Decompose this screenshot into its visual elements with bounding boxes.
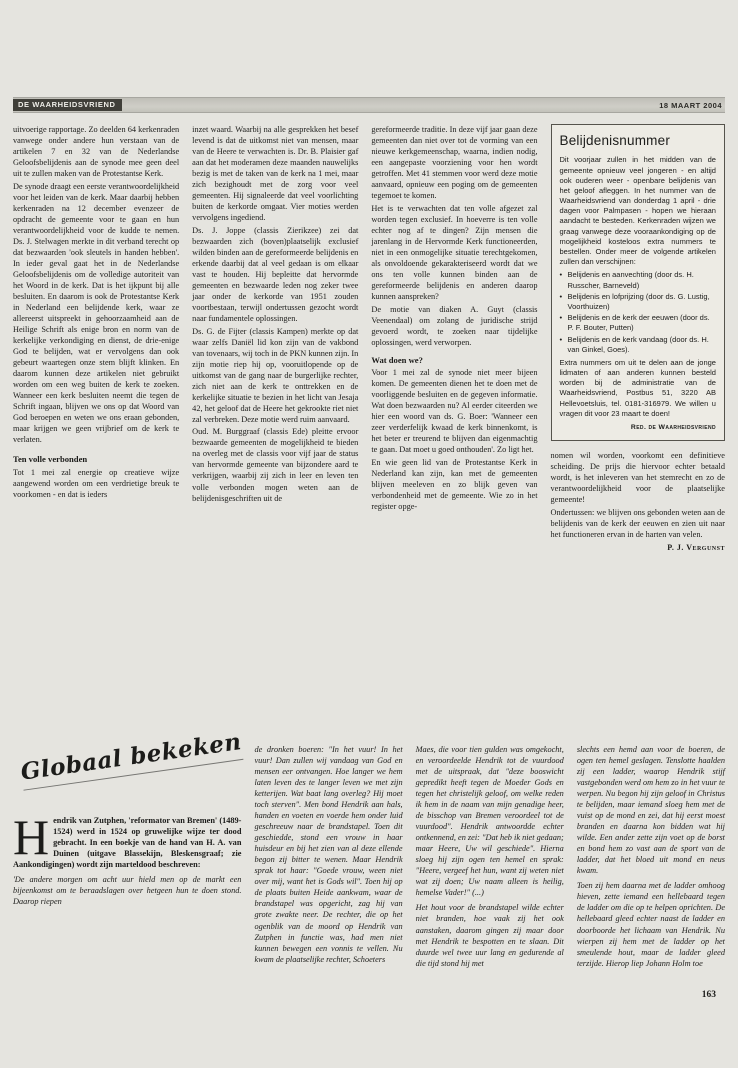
article-column-3	[371, 124, 537, 554]
article-column-2	[192, 124, 358, 554]
feature-paragraph: endrik van Zutphen, 'reformator van Bremen' (1489-1524) werd in 1524 op gruwelijke wijze ter dood gebracht. In een boekje van de hand van H. A. van Duinen (uitgave Blassekijn, Bleskensgraaf; zie Aankondigingen) wordt zijn marteldood beschreven:	[13, 815, 242, 869]
feature-column-3	[416, 744, 564, 969]
paragraph: En wie geen lid van de Protestantse Kerk in Nederland kan zijn, kan met de gemeenten blijven meeleven en zo blijk geven van verbondenheid met de gemeente. Wie zo in het register opge-	[371, 457, 538, 511]
sidebar-bullet: • Belijdenis en de kerk vandaag (door ds. H. van Ginkel, Goes).	[560, 335, 716, 355]
main-article	[13, 124, 725, 554]
feature-column-1	[13, 728, 244, 969]
issue-date: 18 MAART 2004	[659, 100, 722, 110]
paragraph: Het is te verwachten dat ten volle afgezet zal worden tegen exclusief. In hoeverre is ten volle echter nog af te dingen? Zijn mensen die jarenlang in de Hervormde Kerk functioneerden, niet in een onmogelijke situatie terechtgekomen, als onvoldoende gekarakteriseerd wordt dat we ons ten volle kunnen binden aan de gereformeerde belijdenis en anderen daarop kunnen aanspreken?	[371, 203, 538, 301]
sidebar-bullet: • Belijdenis en lofprijzing (door ds. G. Lustig, Voorthuizen)	[560, 292, 716, 312]
paragraph: Ds. G. de Fijter (classis Kampen) merkte op dat waar zelfs Daniël lid kon zijn van de vakbond van tovenaars, wij toch in de PKN kunnen zijn. In zijn motie riep hij op, vooruitlopende op de uitkomst van de gang naar de burgerlijke rechter, zich niet aan de kerk te onttrekken en de kerkelijke situatie te bezien in het licht van Jesaja 42, het geloof dat de Heere het gekrookte riet niet zal verbreken. Deze motie werd ruim aanvaard.	[192, 326, 359, 424]
author-signature: P. J. Vergunst	[667, 543, 725, 553]
paragraph: Voor 1 mei zal de synode niet meer bijeen komen. De gemeenten dienen het te doen met de voorliggende besluiten en de gegeven informatie. Wat doen bezwaarden nu? Al eerder citeerden we hier een woord van ds. G. Boer: 'Wanneer een zeer verderfelijk kwaad de kerk binnenkomt, is het beter er treurend te blijven dan eigenmachtig te gaan. Dat moet u goed onthouden'. Zo ligt het.	[371, 368, 538, 455]
paragraph: Tot 1 mei zal energie op creatieve wijze aangewend worden om een verdrietige breuk te voorkomen - en dat is ieders	[13, 467, 180, 499]
article-column-4	[551, 124, 725, 554]
paragraph: Ondertussen: we blijven ons gebonden weten aan de belijdenis van de kerk der eeuwen en zien uit naar het functioneren ervan in de harten van velen.	[550, 507, 725, 539]
feature-title: Globaal bekeken	[19, 727, 244, 790]
sidebar-bullet: • Belijdenis en aanvechting (door ds. H. Russcher, Barneveld)	[560, 270, 716, 290]
feature-column-4	[577, 744, 725, 969]
sidebar-title: Belijdenisnummer	[559, 133, 671, 148]
drop-cap: H	[13, 808, 50, 865]
page-number: 163	[701, 990, 716, 1000]
feature-column-2	[254, 744, 402, 969]
sidebar-signature: Red. de Waarheidsvriend	[630, 424, 716, 432]
sidebar-intro: Dit voorjaar zullen in het midden van de gemeente opnieuw veel jongeren - en altijd ook ouderen weer - openbare belijdenis van het geloof afleggen. In het nummer van de Waarheidsvriend van donderdag 1 april - drie dagen voor Palmpasen - hopen we hieraan aandacht te besteden. Kerkenraden wijzen we graag vanwege deze vooraankondiging op de mogelijkheid kosteloos extra nummers te bestellen. Onder meer de volgende artikelen zullen dan verschijnen:	[559, 155, 716, 267]
sidebar-bullet-list	[560, 270, 716, 355]
paragraph: De motie van diaken A. Guyt (classis Veenendaal) om zolang de juridische strijd gevoerd wordt, te zoeken naar tijdelijke oplossingen, werd verworpen.	[371, 304, 538, 347]
paragraph: uitvoerige rapportage. Zo deelden 64 kerkenraden vanwege onder andere hun verstaan van de artikelen 7 en 32 van de Nederlandse Geloofsbelijdenis aan de synode mee geen deel uit te zullen maken van de Protestantse Kerk.	[13, 125, 180, 179]
paragraph: Oud. M. Burggraaf (classis Ede) pleitte ervoor bezwaarde gemeenten de mogelijkheid te bieden na overleg met de classis voor vijf jaar de status van hervormde gemeente van bijzondere aard te verkrijgen, waarbij zij zich in leer en leven ten volle verbonden mogen weten aan de belijdenisgeschriften uit de	[192, 427, 359, 503]
header-bar	[13, 97, 725, 113]
feature-paragraph: slechts een hemd aan voor de boeren, de ogen ten hemel geslagen. Tenslotte haalden zij een ladder, waarop Hendrik stijf vastgebonden werd om hem zo in het vuur te werpen. Nu begon hij zijn geloof in Christus te belijden, maar iemand sloeg hem met de vuist op de mond en zei, dat hij eerst moest branden en daarna kon bidden wat hij wilde. Een ander zette zijn voet op de borst en bond hem zo vast aan de sport van de ladder, dat het bloed uit mond en neus kwam.	[576, 745, 725, 876]
paragraph: nomen wil worden, voorkomt een definitieve scheiding. De prijs die hiervoor echter betaald wordt, is het inleveren van het stemrecht en zo de verantwoordelijkheid voor de plaatselijke gemeente!	[550, 451, 725, 505]
section-heading-ten-volle-verbonden: Ten volle verbonden	[13, 454, 88, 465]
paragraph: Ds. J. Joppe (classis Zierikzee) zei dat bezwaarden zich (boven)plaatselijk exclusief wilden binden aan de gereformeerde belijdenis en erkende daarbij dat al veel gedaan is om elkaar vast te houden. Hij bepleitte dat hervormde gemeenten en bezwaarde leden nog zeker twee jaar onder de kerkorde van 1951 zouden voortbestaan, terwijl ondertussen gezocht wordt naar fundamentele oplossingen.	[192, 225, 359, 324]
feature-paragraph: Het hout voor de brandstapel wilde echter niet branden, hoe vaak zij het ook aanstaken, daarom gingen zij maar door met Hendrik te bespotten en te slaan. Dit duurde wel twee uur lang en gedurende al die tijd stond hij met	[415, 903, 564, 968]
paragraph: De synode draagt een eerste verantwoordelijkheid voor het leiden van de kerk. Maar daarbij hebben kerkenraden na 12 december evenzeer de opdracht de gemeente voor te gaan en hun verantwoordelijkheid voor de kudde te nemen. Ds. J. Stelwagen merkte in dit verband terecht op dat bezwaarden 'ook sleutels in handen hebben'. In ieder geval gaat het in de Nederlandse Geloofsbelijdenis om de volledige autoriteit van het Woord in de kerk. Dat is het ijkpunt bij alle besluiten. En daarom is ook de Protestantse Kerk in Nederland een belijdende kerk, waar ze allereerst uitspreekt in gehoorzaamheid aan de Heilige Schrift als enige bron en norm van de kerkelijke verkondiging en dienst, de drie-enige God te belijden, wat er vervolgens dan ook gebeurt waartegen onze stem blijft klinken. En daarom kunnen deze artikelen niet gebruikt worden om een weg buiten de kerk te zoeken. Wanneer een kerk besluiten neemt die tegen de Schrift ingaan, blijven we ons op dat Woord van God beroepen en weten we ons eraan gebonden, maar krijgen we geen vrijbrief om de kerk te verlaten.	[13, 181, 180, 445]
sidebar-bullet: • Belijdenis en de kerk der eeuwen (door ds. P. F. Bouter, Putten)	[560, 313, 716, 333]
feature-paragraph: de dronken boeren: "In het vuur! In het vuur! Dan zullen wij vandaag van God en mensen eer ontvangen. Hoe langer we hem laten leven des te langer leven we met zijn ketterijen. Wat baat lang overleg? Hij moet toch sterven". Men bond Hendrik aan hals, handen en voeten en voerde hem onder luid geschreeuw naar de brandstapel. Toen dit geschiedde, stond een vrouw in haar huisdeur en bij het zien van al deze ellende begon zij bitter te wenen. Maar Hendrik sprak tot haar: "Goede vrouw, ween niet over mij, want het is Gods wil". Toen hij op de plaats buiten Heide aankwam, waar de brandstapel was opgericht, zag hij van grote zwakte neer. De rechter, die op het ogenblik van de moord op Hendrik van Zutphen in functie was, had men niet kunnen bewegen een vonnis te vellen. Nu kwam de plaatselijke rechter, Schoeters	[254, 745, 403, 964]
feature-section-globaal-bekeken	[13, 728, 725, 969]
masthead-title: DE WAARHEIDSVRIEND	[13, 99, 122, 111]
article-column-1	[13, 124, 179, 554]
section-heading-wat-doen-we: Wat doen we?	[371, 354, 423, 365]
feature-intro-block	[13, 808, 242, 907]
article-column-4-continuation	[551, 450, 725, 553]
paragraph: inzet waard. Waarbij na alle gesprekken het besef levend is dat de uitkomst niet van mensen, maar van de Heere te verwachten is. Dr. B. Plaisier gaf aan dat het moderamen deze maanden nauwelijks bezig is met de taken van de kerk na 1 mei, maar zich bezighoudt met de zorg voor veel gemeenten. Hij signaleerde dat veel voorlichting buiten de kerkorde omgaat. Vier moties werden vervolgens ingediend.	[192, 125, 359, 223]
feature-paragraph: 'De andere morgen om acht uur hield men op de markt een bijeenkomst om te beraadslagen over hetgeen hun te doen stond. Daarop riepen	[13, 874, 242, 906]
sidebar-outro: Extra nummers om uit te delen aan de jonge lidmaten of aan anderen kunnen besteld worden bij de administratie van de Waarheidsvriend, Postbus 51, 3220 AB Hellevoetsluis, tel. 0181-316979. We willen u vragen dit voor 23 maart te doen!	[559, 357, 716, 418]
paragraph: gereformeerde traditie. In deze vijf jaar gaan deze gemeenten dan niet over tot de vorming van een nieuwe kerkgemeenschap, waarna, indien nodig, een aangepaste voorziening voor hen wordt getroffen. Met 41 stemmen voor werd deze motie aanvaard, opnieuw een poging om de gemeenten tegemoet te komen.	[371, 125, 538, 201]
feature-paragraph: Toen zij hem daarna met de ladder omhoog hieven, zette iemand een hellebaard tegen de ladder om die op te helpen oprichten. De hellebaard gleed echter naast de ladder en doorboorde het lichaam van Hendrik. Nu wierpen zij hem met de ladder op het smeulende hout, maar de ladder gleed terzijde. Hierop liep Johann Holm toe	[576, 881, 725, 968]
sidebar-box-belijdenisnummer	[551, 124, 725, 441]
feature-paragraph: Maes, die voor tien gulden was omgekocht, en veroordeelde Hendrik tot de vuurdood met de uitspraak, dat "deze booswicht gepredikt heeft tegen de Moeder Gods en tegen het christelijk geloof, om welke reden ik hem in de naam van mijn genadige heer, de bisschop van Bremen veroordeel tot de vuurdood". Hendrik antwoordde echter ontkennend, en zei: "Dat heb ik niet gedaan; maar Heere, Uw wil geschiede". Hierna sloeg hij zijn ogen ten hemel en sprak: "Heere, vergeef het hun, want zij weten niet wat zij doen; Uw naam alleen is heilig, hemelse Vader!" (...)	[415, 745, 564, 898]
